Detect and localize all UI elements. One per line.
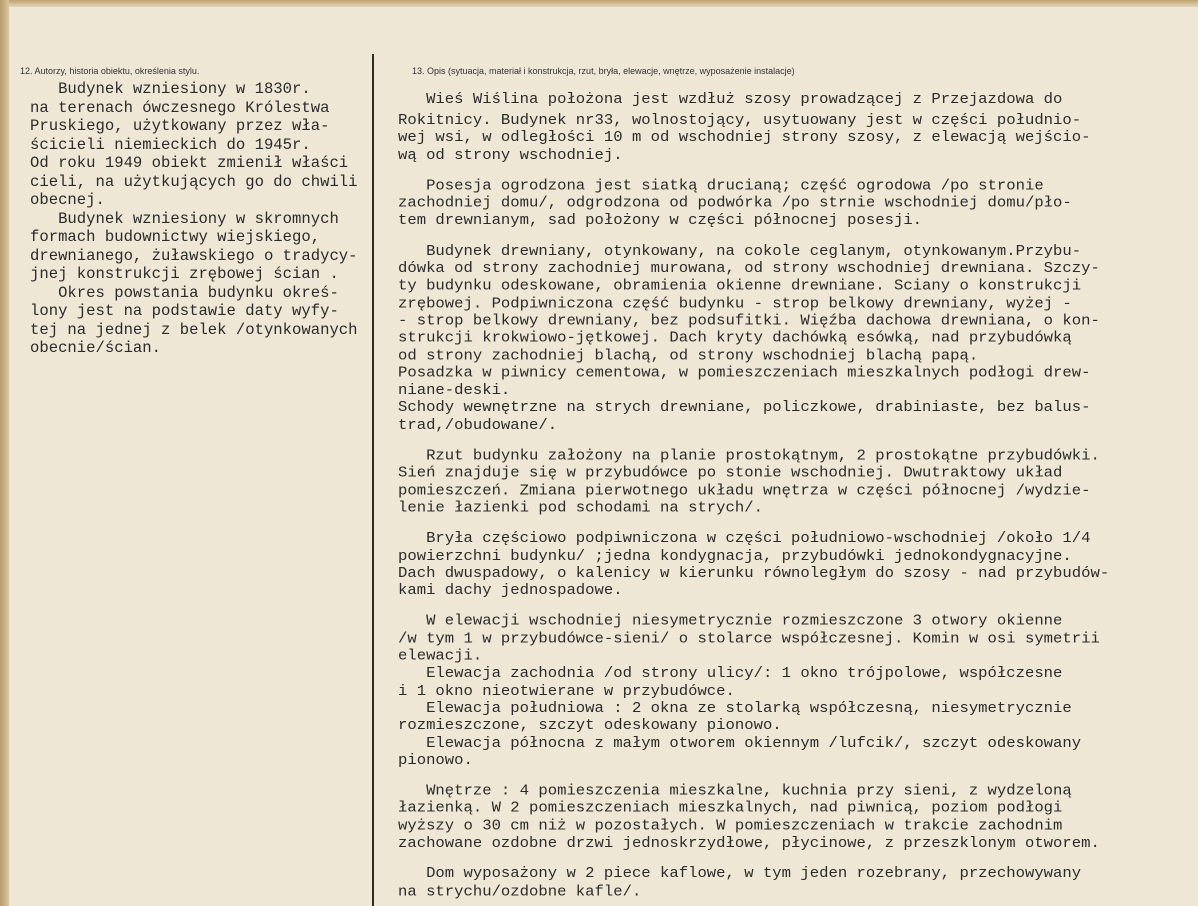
paragraph-gap	[398, 852, 1109, 865]
typed-line: - strop belkowy drewniany, bez podsufitki. Więźba dachowa drewniana, o kon-	[398, 312, 1100, 330]
typed-line: Rokitnicy. Budynek nr33, wolnostojący, usytuowany jest w części południo-	[398, 111, 1082, 129]
typed-line: W elewacji wschodniej niesymetrycznie rozmieszczone 3 otwory okienne	[398, 612, 1063, 630]
typed-line: na strychu/ozdobne kafle/.	[398, 882, 642, 900]
typed-line: Pruskiego, użytkowany przez wła-	[30, 117, 330, 135]
typed-line: ty budynku odeskowane, obramienia okienne drewniane. Sciany o konstrukcji	[398, 277, 1082, 295]
typed-line: Bryła częściowo podpiwniczona w części południowo-wschodniej /około 1/4	[398, 529, 1091, 547]
typed-line: zachodniej domu/, odgrodzona od podwórka /po strnie wschodniej domu/pło-	[398, 194, 1072, 212]
paragraph-gap	[398, 769, 1109, 782]
typed-line: Wnętrze : 4 pomieszczenia mieszkalne, kuchnia przy sieni, z wydzeloną	[398, 782, 1072, 800]
typed-line: /w tym 1 w przybudówce-sieni/ o stolarce współczesnej. Komin w osi symetrii	[398, 630, 1100, 648]
typed-line: wyższy o 30 cm niż w pozostałych. W pomieszczeniach w trakcie zachodnim	[398, 817, 1063, 835]
typed-line: Budynek wzniesiony w skromnych	[30, 209, 339, 228]
typed-line: rozmieszczone, szczyt odeskowany pionowo.	[398, 716, 782, 735]
section-13-heading: 13. Opis (sytuacja, materiał i konstrukcja, rzut, bryła, elewacje, wnętrze, wyposażenie instalacje)	[412, 66, 795, 76]
typed-line: Elewacja północna z małym otworem okiennym /lufcik/, szczyt odeskowany	[398, 734, 1082, 752]
typed-line: Rzut budynku założony na planie prostokątnym, 2 prostokątne przybudówki.	[398, 447, 1100, 465]
typed-line: i 1 okno nieotwierane w przybudówce.	[398, 682, 735, 700]
typed-line: lenie łazienki pod schodami na strych/.	[398, 499, 763, 517]
typed-line: Schody wewnętrzne na strych drewniane, policzkowe, drabiniaste, bez balus-	[398, 398, 1091, 417]
typed-line: powierzchni budynku/ ;jedna kondygnacja, przybudówki jednokondygnacyjne.	[398, 547, 1072, 565]
typed-line: Wieś Wiślina położona jest wzdłuż szosy prowadzącej z Przejazdowa do	[398, 90, 1063, 108]
typed-line: Posadzka w piwnicy cementowa, w pomieszczeniach mieszkalnych podłogi drew-	[398, 364, 1091, 382]
paragraph-gap	[398, 229, 1109, 242]
typed-line: Elewacja zachodnia /od strony ulicy/: 1 okno trójpolowe, współczesne	[398, 664, 1063, 682]
paragraph-gap	[398, 434, 1109, 447]
typed-line: Sień znajduje się w przybudówce po stonie wschodniej. Dwutraktowy układ	[398, 464, 1063, 482]
typed-line: Elewacja południowa : 2 okna ze stolarką współczesną, niesymetrycznie	[398, 699, 1072, 717]
typed-line: pionowo.	[398, 751, 473, 769]
paragraph-gap	[398, 599, 1109, 612]
typed-line: Dach dwuspadowy, o kalenicy w kierunku równoległym do szosy - nad przybudów-	[398, 564, 1110, 582]
typed-line: wej wsi, w odległości 10 m od wschodniej strony szosy, z elewacją wejścio-	[398, 129, 1091, 147]
typed-line: Budynek drewniany, otynkowany, na cokole ceglanym, otynkowanym.Przybu-	[398, 242, 1082, 260]
paragraph-gap	[398, 164, 1109, 177]
page-edge-top	[0, 0, 1198, 7]
typed-line: łazienką. W 2 pomieszczeniach mieszkalnych, nad piwnicą, poziom podłogi	[398, 799, 1063, 817]
paragraph-gap	[398, 517, 1109, 530]
section-12-heading: 12. Autorzy, historia obiektu, określenia stylu.	[20, 66, 200, 76]
typed-line: Dom wyposażony w 2 piece kaflowe, w tym jeden rozebrany, przechowywany	[398, 865, 1082, 883]
typed-line: obecnej.	[30, 191, 105, 209]
typed-line: strukcji krokwiowo-jętkowej. Dach kryty dachówką esówką, nad przybudówką	[398, 329, 1072, 347]
typed-line: lony jest na podstawie daty wyfy-	[30, 302, 339, 320]
typed-line: zachowane ozdobne drzwi jednoskrzydłowe, płycinowe, z przeszklonym otworem.	[398, 834, 1100, 852]
typed-line: tej na jednej z belek /otynkowanych	[30, 320, 358, 339]
typed-line: Od roku 1949 obiekt zmienił właści	[30, 154, 349, 172]
typed-line: Okres powstania budynku okreś-	[30, 283, 339, 302]
section-13-typed-text	[398, 87, 1109, 900]
typed-line: Posesja ogrodzona jest siatką drucianą; część ogrodowa /po stronie	[398, 177, 1044, 195]
typed-line: od strony zachodniej blachą, od strony wschodniej blachą papą.	[398, 346, 979, 364]
section-12-typed-text	[30, 80, 358, 358]
typed-line: pomieszczeń. Zmiana pierwotnego układu wnętrza w części północnej /wydzie-	[398, 481, 1091, 499]
typed-line: zrębowej. Podpiwniczona część budynku - strop belkowy drewniany, wyżej -	[398, 294, 1072, 312]
typed-line: elewacji.	[398, 647, 483, 665]
typed-line: Budynek wzniesiony w 1830r.	[30, 80, 311, 98]
typed-line: na terenach ówczesnego Królestwa	[30, 98, 330, 117]
typed-line: trad,/obudowane/.	[398, 416, 558, 434]
typed-line: niane-deski.	[398, 381, 511, 399]
typed-line: obecnie/ścian.	[30, 339, 162, 357]
typed-line: tem drewnianym, sad położony w części północnej posesji.	[398, 211, 923, 229]
typed-line: jnej konstrukcji zrębowej ścian .	[30, 265, 339, 283]
typed-line: cieli, na użytkujących go do chwili	[30, 172, 358, 191]
page-edge-left	[0, 0, 9, 906]
typed-line: formach budownictwy wiejskiego,	[30, 228, 321, 246]
typed-line: ścicieli niemieckich do 1945r.	[30, 135, 311, 154]
typed-line: kami dachy jednospadowe.	[398, 581, 623, 600]
column-divider	[372, 54, 374, 906]
typed-line: dówka od strony zachodniej murowana, od strony wschodniej drewniana. Szczy-	[398, 259, 1100, 278]
typed-line: drewnianego, żuławskiego o tradycy-	[30, 246, 358, 265]
typed-line: wą od strony wschodniej.	[398, 146, 623, 164]
